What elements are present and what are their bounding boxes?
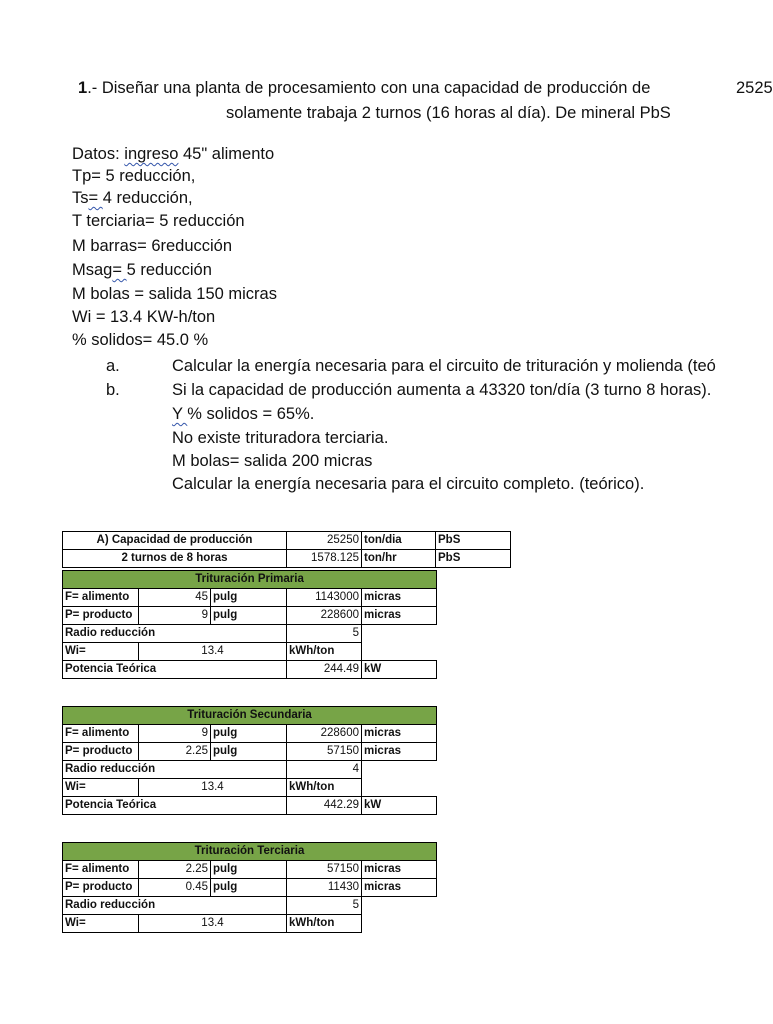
item-b-sub-1-y: Y — [172, 405, 188, 423]
item-b-sub-1-text: % solidos = 65%. — [187, 405, 315, 423]
feed-label: F= alimento — [63, 861, 139, 879]
datos-line-5: M barras= 6reducción — [72, 237, 233, 255]
capacity-mineral: PbS — [436, 532, 511, 550]
feed-micras-unit: micras — [362, 861, 437, 879]
datos-ts-eq: = — [88, 189, 103, 207]
wi-label: Wi= — [63, 915, 139, 933]
feed-label: F= alimento — [63, 725, 139, 743]
wi-unit: kWh/ton — [287, 915, 362, 933]
empty-cell — [362, 761, 437, 779]
table-row — [63, 879, 437, 897]
problem-line-1-tail: 2525 — [736, 79, 773, 97]
feed-unit: pulg — [211, 861, 287, 879]
datos-ingreso-word: ingreso — [124, 145, 179, 163]
capacity-unit: ton/dia — [362, 532, 436, 550]
datos-line-6 — [72, 260, 212, 280]
product-label: P= producto — [63, 743, 139, 761]
datos-label: Datos: — [72, 145, 125, 163]
datos-line-8: Wi = 13.4 KW-h/ton — [72, 308, 216, 326]
datos-alimento: 45" alimento — [178, 145, 275, 163]
problem-number: 1 — [78, 79, 88, 97]
feed-unit: pulg — [211, 725, 287, 743]
hourly-unit: ton/hr — [362, 550, 436, 568]
power-label: Potencia Teórica — [63, 661, 287, 679]
feed-micras-unit: micras — [362, 725, 437, 743]
power-value: 442.29 — [287, 797, 362, 815]
table-row — [63, 661, 437, 679]
capacity-table — [62, 531, 511, 568]
item-b-sub-1 — [172, 404, 314, 424]
table-row — [63, 571, 437, 589]
reduction-label: Radio reducción — [63, 625, 287, 643]
primaria-table — [62, 570, 437, 679]
feed-value: 2.25 — [139, 861, 211, 879]
wi-unit: kWh/ton — [287, 643, 362, 661]
product-micras-unit: micras — [362, 743, 437, 761]
secundaria-table — [62, 706, 437, 815]
wi-label: Wi= — [63, 779, 139, 797]
datos-line-7: M bolas = salida 150 micras — [72, 285, 277, 303]
datos-line-9: % solidos= 45.0 % — [72, 331, 209, 349]
product-micras: 11430 — [287, 879, 362, 897]
problem-line-1 — [78, 78, 650, 98]
table-row — [63, 589, 437, 607]
datos-line-4: T terciaria= 5 reducción — [72, 212, 245, 230]
power-label: Potencia Teórica — [63, 797, 287, 815]
product-micras-unit: micras — [362, 607, 437, 625]
datos-msag-eq: = — [112, 261, 127, 279]
table-row — [63, 915, 437, 933]
product-micras: 228600 — [287, 607, 362, 625]
reduction-label: Radio reducción — [63, 897, 287, 915]
feed-micras: 1143000 — [287, 589, 362, 607]
wi-value: 13.4 — [139, 779, 287, 797]
wi-label: Wi= — [63, 643, 139, 661]
table-row — [63, 532, 511, 550]
table-row — [63, 761, 437, 779]
capacity-label: A) Capacidad de producción — [63, 532, 287, 550]
item-b-label: b. — [106, 381, 120, 399]
datos-line-3 — [72, 188, 193, 208]
empty-cell — [362, 625, 437, 643]
reduction-label: Radio reducción — [63, 761, 287, 779]
datos-ts-label: Ts — [72, 189, 89, 207]
table-row — [63, 550, 511, 568]
item-b-sub-2: No existe trituradora terciaria. — [172, 429, 389, 447]
product-micras: 57150 — [287, 743, 362, 761]
table-row — [63, 843, 437, 861]
item-b-text: Si la capacidad de producción aumenta a 43320 ton/día (3 turno 8 horas). — [172, 381, 712, 399]
reduction-value: 4 — [287, 761, 362, 779]
feed-micras-unit: micras — [362, 589, 437, 607]
datos-line-1 — [72, 144, 274, 164]
datos-ts-value: 4 reducción, — [102, 189, 193, 207]
feed-unit: pulg — [211, 589, 287, 607]
product-micras-unit: micras — [362, 879, 437, 897]
product-value: 2.25 — [139, 743, 211, 761]
table-row — [63, 643, 437, 661]
product-unit: pulg — [211, 743, 287, 761]
feed-value: 45 — [139, 589, 211, 607]
wi-value: 13.4 — [139, 643, 287, 661]
empty-cell — [362, 643, 437, 661]
feed-micras: 57150 — [287, 861, 362, 879]
feed-label: F= alimento — [63, 589, 139, 607]
table-row — [63, 607, 437, 625]
secundaria-title: Trituración Secundaria — [63, 707, 437, 725]
empty-cell — [362, 779, 437, 797]
table-row — [63, 897, 437, 915]
table-row — [63, 625, 437, 643]
product-label: P= producto — [63, 607, 139, 625]
product-unit: pulg — [211, 879, 287, 897]
primaria-title: Trituración Primaria — [63, 571, 437, 589]
terciaria-title: Trituración Terciaria — [63, 843, 437, 861]
wi-value: 13.4 — [139, 915, 287, 933]
datos-line-2: Tp= 5 reducción, — [72, 167, 196, 185]
table-row — [63, 797, 437, 815]
table-row — [63, 861, 437, 879]
product-label: P= producto — [63, 879, 139, 897]
product-unit: pulg — [211, 607, 287, 625]
product-value: 0.45 — [139, 879, 211, 897]
datos-msag-value: 5 reducción — [126, 261, 212, 279]
feed-value: 9 — [139, 725, 211, 743]
capacity-value: 25250 — [287, 532, 362, 550]
power-unit: kW — [362, 661, 437, 679]
table-row — [63, 725, 437, 743]
shifts-label: 2 turnos de 8 horas — [63, 550, 287, 568]
table-row — [63, 743, 437, 761]
empty-cell — [362, 915, 437, 933]
reduction-value: 5 — [287, 897, 362, 915]
terciaria-table — [62, 842, 437, 933]
empty-cell — [362, 897, 437, 915]
item-b-sub-4: Calcular la energía necesaria para el circuito completo. (teórico). — [172, 475, 645, 493]
reduction-value: 5 — [287, 625, 362, 643]
datos-msag-label: Msag — [72, 261, 113, 279]
hourly-value: 1578.125 — [287, 550, 362, 568]
table-row — [63, 707, 437, 725]
power-value: 244.49 — [287, 661, 362, 679]
power-unit: kW — [362, 797, 437, 815]
hourly-mineral: PbS — [436, 550, 511, 568]
problem-line-1-text: .- Diseñar una planta de procesamiento con una capacidad de producción de — [87, 79, 651, 97]
feed-micras: 228600 — [287, 725, 362, 743]
item-b-sub-3: M bolas= salida 200 micras — [172, 452, 373, 470]
item-a-label: a. — [106, 357, 120, 375]
wi-unit: kWh/ton — [287, 779, 362, 797]
table-row — [63, 779, 437, 797]
product-value: 9 — [139, 607, 211, 625]
problem-line-2: solamente trabaja 2 turnos (16 horas al día). De mineral PbS — [226, 104, 671, 122]
item-a-text: Calcular la energía necesaria para el circuito de trituración y molienda (teó — [172, 357, 716, 375]
